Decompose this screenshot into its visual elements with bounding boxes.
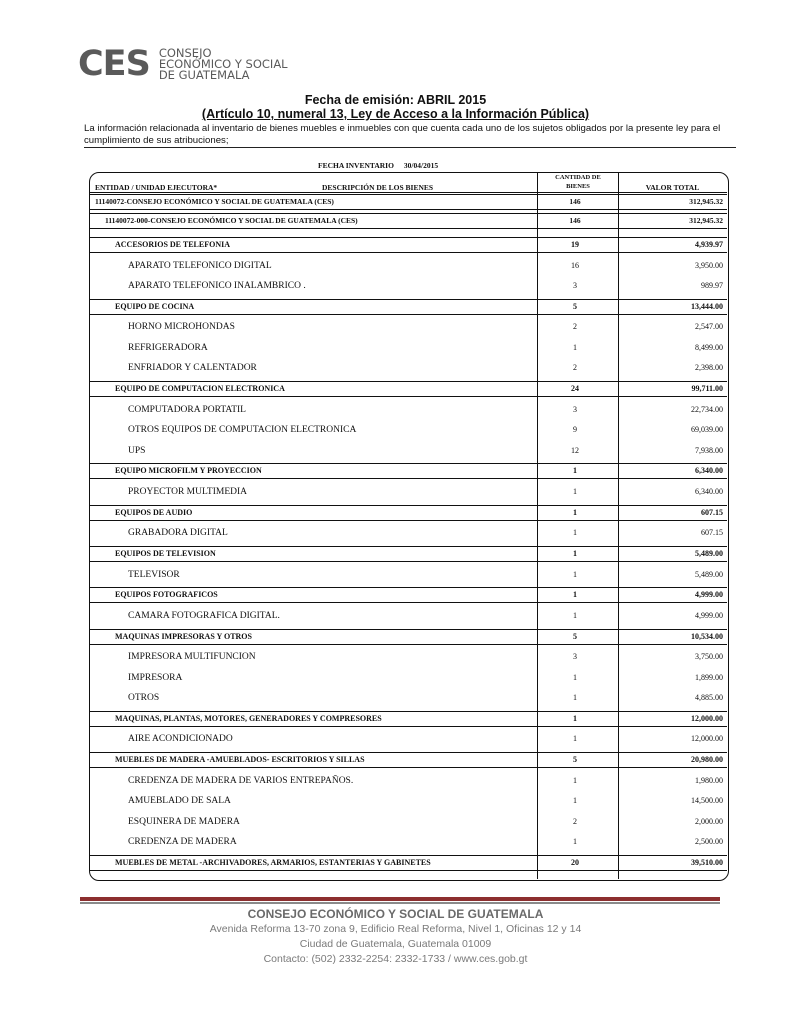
inventory-date [318, 161, 438, 170]
row-rule [90, 602, 727, 603]
item-description: APARATO TELEFONICO DIGITAL [128, 260, 272, 271]
inventory-item-row [90, 652, 727, 666]
item-total-value: 4,885.00 [695, 693, 723, 703]
item-quantity: 1 [573, 610, 577, 620]
footer-bar-red [80, 897, 720, 901]
item-description: EQUIPOS DE TELEVISION [115, 549, 216, 558]
item-quantity: 20 [571, 858, 579, 867]
item-quantity: 3 [573, 652, 577, 662]
item-total-value: 3,750.00 [695, 652, 723, 662]
inventory-date-label: FECHA INVENTARIO [318, 161, 394, 170]
item-description: EQUIPO DE COMPUTACION ELECTRONICA [115, 384, 285, 394]
footer-title: CONSEJO ECONÓMICO Y SOCIAL DE GUATEMALA [247, 907, 544, 921]
item-total-value: 7,938.00 [695, 445, 723, 455]
item-quantity: 12 [571, 445, 579, 455]
row-rule [90, 752, 727, 753]
item-description: CAMARA FOTOGRAFICA DIGITAL. [128, 610, 280, 621]
row-rule [90, 252, 727, 253]
item-description: ACCESORIOS DE TELEFONIA [115, 240, 230, 249]
item-quantity: 1 [573, 549, 577, 558]
row-rule [90, 855, 727, 856]
row-rule [90, 314, 727, 315]
row-rule [90, 194, 727, 195]
column-divider-qty [537, 172, 538, 879]
item-quantity: 1 [573, 672, 577, 682]
footer-bar-gray [80, 902, 720, 904]
item-total-value: 6,340.00 [695, 466, 723, 476]
item-total-value: 22,734.00 [691, 404, 723, 414]
row-rule [90, 463, 727, 464]
inventory-item-row [90, 363, 727, 377]
item-total-value: 2,000.00 [695, 816, 723, 826]
inventory-item-row [90, 837, 727, 851]
row-rule [90, 228, 727, 229]
logo-line-3: DE GUATEMALA [158, 67, 250, 82]
item-description: IMPRESORA [128, 672, 183, 683]
item-description: COMPUTADORA PORTATIL [128, 404, 246, 415]
item-quantity: 1 [573, 775, 577, 785]
item-total-value: 5,489.00 [695, 569, 723, 579]
inventory-item-row [90, 693, 727, 707]
row-rule [90, 870, 727, 871]
item-quantity: 24 [571, 384, 579, 394]
footer-address: Avenida Reforma 13-70 zona 9, Edificio Real Reforma, Nivel 1, Oficinas 12 y 14 [209, 923, 582, 935]
inventory-item-row [90, 446, 727, 460]
header-rule [90, 192, 727, 193]
row-rule [90, 505, 727, 506]
column-divider-value [618, 172, 619, 879]
item-quantity: 2 [573, 816, 577, 826]
item-total-value: 12,000.00 [691, 734, 723, 744]
col-header-value: VALOR TOTAL [645, 183, 700, 192]
item-total-value: 1,899.00 [695, 672, 723, 682]
item-total-value: 5,489.00 [695, 549, 723, 558]
item-description: MUEBLES DE METAL -ARCHIVADORES, ARMARIOS, ESTANTERIAS Y GABINETES [115, 858, 431, 867]
row-rule [90, 767, 727, 768]
row-rule [90, 546, 727, 547]
item-description: CREDENZA DE MADERA [128, 837, 237, 848]
item-quantity: 1 [573, 796, 577, 806]
item-quantity: 9 [573, 425, 577, 435]
inventory-item-row [90, 817, 727, 831]
item-quantity: 19 [571, 240, 579, 249]
item-total-value: 2,500.00 [695, 837, 723, 847]
item-quantity: 2 [573, 322, 577, 332]
row-rule [90, 209, 727, 210]
item-total-value: 10,534.00 [691, 631, 723, 641]
inventory-item-row [90, 425, 727, 439]
inventory-item-row [90, 776, 727, 790]
row-rule [90, 520, 727, 521]
item-total-value: 3,950.00 [695, 260, 723, 270]
item-description: ENFRIADOR Y CALENTADOR [128, 363, 257, 374]
inventory-item-row [90, 528, 727, 542]
col-header-quantity: CANTIDAD DE BIENES [555, 174, 601, 190]
item-quantity: 1 [573, 713, 577, 723]
item-quantity: 1 [573, 734, 577, 744]
row-rule [90, 237, 727, 238]
item-quantity: 5 [573, 755, 577, 765]
col-header-entity: ENTIDAD / UNIDAD EJECUTORA* [95, 183, 218, 192]
item-total-value: 312,945.32 [689, 216, 723, 225]
item-total-value: 6,340.00 [695, 486, 723, 496]
item-description: HORNO MICROHONDAS [128, 322, 235, 333]
item-quantity: 1 [573, 342, 577, 352]
item-total-value: 607.15 [701, 507, 723, 517]
item-quantity: 1 [573, 528, 577, 538]
item-total-value: 4,939.97 [695, 240, 723, 249]
inventory-item-row [90, 322, 727, 336]
item-quantity: 3 [573, 281, 577, 290]
footer-contact: Contacto: (502) 2332-2254: 2332-1733 / www.ces.gob.gt [263, 953, 528, 965]
row-rule [90, 644, 727, 645]
inventory-item-row [90, 734, 727, 748]
inventory-item-row [90, 281, 727, 295]
item-description: GRABADORA DIGITAL [128, 528, 228, 539]
item-description: ESQUINERA DE MADERA [128, 816, 240, 827]
logo-line-2: ECONÓMICO Y SOCIAL [158, 56, 288, 71]
legal-reference-heading: (Artículo 10, numeral 13, Ley de Acceso a la Información Pública) [201, 107, 590, 121]
item-quantity: 1 [573, 486, 577, 496]
item-total-value: 8,499.00 [695, 342, 723, 352]
item-total-value: 20,980.00 [691, 755, 723, 765]
row-rule [90, 587, 727, 588]
item-description: MUEBLES DE MADERA -AMUEBLADOS- ESCRITORIOS Y SILLAS [115, 755, 365, 765]
logo-text [158, 45, 288, 82]
ces-logo [78, 44, 288, 84]
item-total-value: 2,547.00 [695, 322, 723, 332]
item-total-value: 2,398.00 [695, 363, 723, 373]
inventory-date-value: 30/04/2015 [403, 161, 439, 170]
emission-date-heading: Fecha de emisión: ABRIL 2015 [304, 93, 487, 107]
inventory-item-row [90, 570, 727, 584]
item-description: EQUIPOS DE AUDIO [115, 507, 193, 517]
item-description: PROYECTOR MULTIMEDIA [128, 486, 248, 497]
item-description: REFRIGERADORA [128, 342, 208, 353]
inventory-item-row [90, 487, 727, 501]
item-quantity: 1 [573, 569, 577, 579]
item-description: OTROS EQUIPOS DE COMPUTACION ELECTRONICA [128, 425, 357, 436]
row-rule [90, 396, 727, 397]
item-total-value: 13,444.00 [691, 301, 723, 311]
item-description: 11140072-CONSEJO ECONÓMICO Y SOCIAL DE GUATEMALA (CES) [95, 197, 334, 206]
col-header-description: DESCRIPCIÓN DE LOS BIENES [322, 183, 434, 192]
item-description: MAQUINAS, PLANTAS, MOTORES, GENERADORES Y COMPRESORES [115, 713, 382, 723]
row-rule [90, 478, 727, 479]
logo-mark: CES [78, 44, 150, 84]
intro-divider [84, 147, 736, 148]
item-description: IMPRESORA MULTIFUNCION [128, 652, 256, 663]
item-total-value: 14,500.00 [691, 796, 723, 806]
item-total-value: 4,999.00 [695, 590, 723, 600]
item-description: MAQUINAS IMPRESORAS Y OTROS [115, 631, 252, 641]
row-rule [90, 299, 727, 300]
item-description: EQUIPOS FOTOGRAFICOS [115, 590, 218, 600]
item-total-value: 312,945.32 [689, 197, 723, 206]
row-rule [90, 381, 727, 382]
item-total-value: 989.97 [701, 281, 723, 290]
row-rule [90, 561, 727, 562]
item-quantity: 2 [573, 363, 577, 373]
item-description: CREDENZA DE MADERA DE VARIOS ENTREPAÑOS. [128, 775, 354, 786]
row-rule [90, 711, 727, 712]
item-total-value: 12,000.00 [691, 713, 723, 723]
item-total-value: 607.15 [701, 528, 723, 538]
row-rule [90, 726, 727, 727]
item-quantity: 1 [573, 590, 577, 600]
row-rule [90, 629, 727, 630]
item-quantity: 146 [569, 197, 581, 206]
inventory-item-row [90, 673, 727, 687]
intro-paragraph: La información relacionada al inventario de bienes muebles e inmuebles con que cuenta cada uno de los sujetos obligados por la presente ley para el cumplimiento de sus atribuciones; [84, 123, 721, 146]
item-description: AIRE ACONDICIONADO [128, 734, 233, 745]
inventory-item-row [90, 796, 727, 810]
item-description: UPS [128, 445, 146, 456]
item-description: APARATO TELEFONICO INALAMBRICO . [128, 281, 306, 291]
item-quantity: 1 [573, 693, 577, 703]
item-total-value: 1,980.00 [695, 775, 723, 785]
item-description: AMUEBLADO DE SALA [128, 796, 231, 807]
item-description: TELEVISOR [128, 569, 180, 580]
item-total-value: 39,510.00 [691, 858, 723, 867]
item-quantity: 1 [573, 507, 577, 517]
item-quantity: 146 [569, 216, 581, 225]
item-total-value: 99,711.00 [691, 384, 723, 394]
item-description: EQUIPO DE COCINA [115, 301, 195, 311]
inventory-item-row [90, 261, 727, 275]
row-rule [90, 213, 727, 214]
item-quantity: 5 [573, 301, 577, 311]
inventory-item-row [90, 405, 727, 419]
item-description: EQUIPO MICROFILM Y PROYECCION [115, 466, 262, 476]
item-quantity: 1 [573, 837, 577, 847]
item-description: 11140072-000-CONSEJO ECONÓMICO Y SOCIAL DE GUATEMALA (CES) [105, 216, 358, 225]
item-quantity: 1 [573, 466, 577, 476]
item-total-value: 4,999.00 [695, 610, 723, 620]
inventory-item-row [90, 611, 727, 625]
item-quantity: 16 [571, 260, 579, 270]
item-description: OTROS [128, 693, 160, 704]
logo-line-1: CONSEJO [158, 45, 212, 60]
item-total-value: 69,039.00 [691, 425, 723, 435]
inventory-table-frame [89, 172, 729, 881]
item-quantity: 3 [573, 404, 577, 414]
inventory-item-row [90, 343, 727, 357]
footer-city: Ciudad de Guatemala, Guatemala 01009 [299, 938, 492, 950]
item-quantity: 5 [573, 631, 577, 641]
